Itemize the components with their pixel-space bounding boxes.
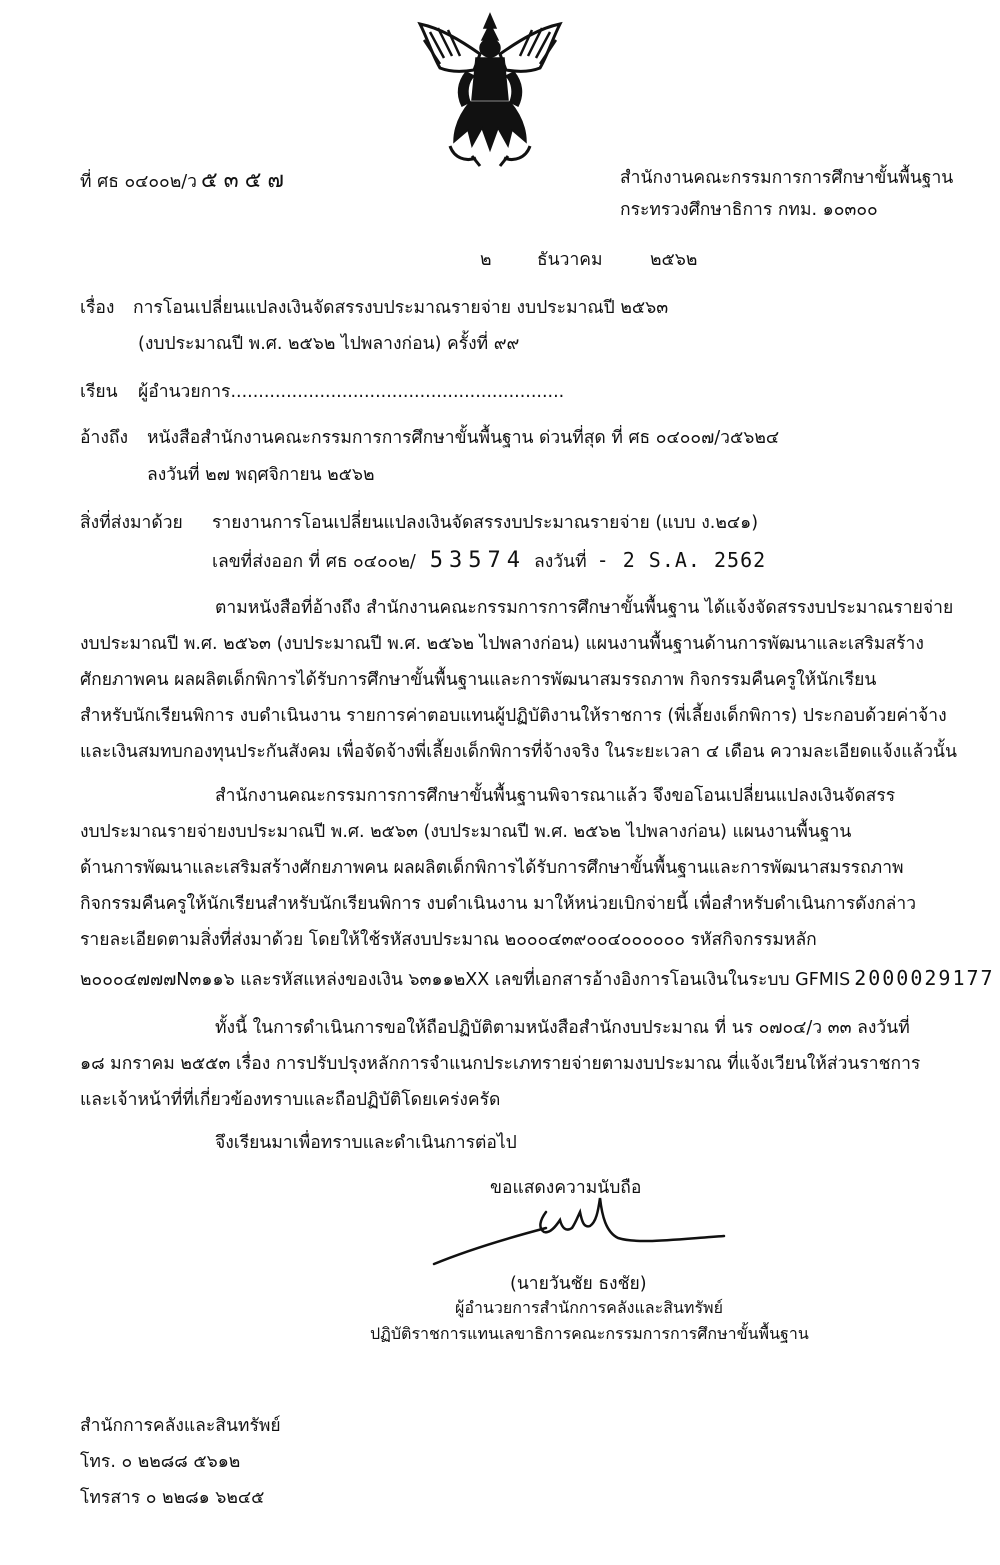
regards-line: ขอแสดงความนับถือ (490, 1178, 642, 1198)
reference-label: อ้างถึง (80, 428, 129, 448)
enclosure-line-2 (212, 550, 766, 572)
p2-line: ด้านการพัฒนาและเสริมสร้างศักยภาพคน ผลผลิตเด็กพิการได้รับการศึกษาขั้นพื้นฐานและการพัฒนาสมรรถภาพ (80, 858, 904, 878)
subject-label: เรื่อง (80, 298, 115, 318)
enclosure-label: สิ่งที่ส่งมาด้วย (80, 513, 183, 533)
footer-fax: โทรสาร ๐ ๒๒๘๑ ๖๒๔๕ (80, 1488, 265, 1508)
p2-line: กิจกรรมคืนครูให้นักเรียนสำหรับนักเรียนพิการ งบดำเนินงาน มาให้หน่วยเบิกจ่ายนี้ เพื่อสำหรับดำเนินการดังกล่าว (80, 894, 917, 914)
p2-line: รายละเอียดตามสิ่งที่ส่งมาด้วย โดยให้ใช้รหัสงบประมาณ ๒๐๐๐๔๓๙๐๐๔๐๐๐๐๐๐ รหัสกิจกรรมหลัก (80, 930, 817, 950)
reference-line-2: ลงวันที่ ๒๗ พฤศจิกายน ๒๕๖๒ (147, 465, 375, 485)
date-month: ธันวาคม (537, 250, 603, 270)
to-value: ผู้อำนวยการ............................................................ (138, 382, 565, 402)
p2-line: สำนักงานคณะกรรมการการศึกษาขั้นพื้นฐานพิจารณาแล้ว จึงขอโอนเปลี่ยนแปลงเงินจัดสรร (215, 786, 896, 806)
office-line-2: กระทรวงศึกษาธิการ กทม. ๑๐๓๐๐ (620, 200, 878, 220)
office-line-1: สำนักงานคณะกรรมการการศึกษาขั้นพื้นฐาน (620, 168, 954, 188)
p1-line: งบประมาณปี พ.ศ. ๒๕๖๓ (งบประมาณปี พ.ศ. ๒๕๖๒ ไปพลางก่อน) แผนงานพื้นฐานด้านการพัฒนาและเสริมสร้าง (80, 634, 924, 654)
p1-line: สำหรับนักเรียนพิการ งบดำเนินงาน รายการค่าตอบแทนผู้ปฏิบัติงานให้ราชการ (พี่เลี้ยงเด็กพิการ) ประกอบด้วยค่าจ้าง (80, 706, 947, 726)
p1-line: ตามหนังสือที่อ้างถึง สำนักงานคณะกรรมการการศึกษาขั้นพื้นฐาน ได้แจ้งจัดสรรงบประมาณรายจ่าย (215, 598, 954, 618)
date-day: ๒ (480, 250, 492, 270)
enclosure-line-1: รายงานการโอนเปลี่ยนแปลงเงินจัดสรรงบประมาณรายจ่าย (แบบ ง.๒๔๑) (212, 513, 759, 533)
signer-position-1: ผู้อำนวยการสำนักการคลังและสินทรัพย์ (455, 1298, 723, 1317)
signer-position-2: ปฏิบัติราชการแทนเลขาธิการคณะกรรมการการศึกษาขั้นพื้นฐาน (370, 1324, 809, 1343)
date-year: ๒๕๖๒ (650, 250, 698, 270)
doc-number-prefix: ที่ ศธ ๐๔๐๐๒/ว (80, 172, 197, 192)
p1-line: และเงินสมทบกองทุนประกันสังคม เพื่อจัดจ้างพี่เลี้ยงเด็กพิการที่จ้างจริง ในระยะเวลา ๔ เดือน ความละเอียดแจ้งแล้วนั้น (80, 742, 957, 762)
closing-line: จึงเรียนมาเพื่อทราบและดำเนินการต่อไป (215, 1133, 517, 1153)
p1-line: ศักยภาพคน ผลผลิตเด็กพิการได้รับการศึกษาขั้นพื้นฐานและการพัฒนาสมรรถภาพ กิจกรรมคืนครูให้นักเรียน (80, 670, 877, 690)
subject-line-2: (งบประมาณปี พ.ศ. ๒๕๖๒ ไปพลางก่อน) ครั้งที่ ๙๙ (138, 334, 520, 354)
gfmis-reference-handwritten: 2000029177 (854, 966, 995, 990)
footer-phone: โทร. ๐ ๒๒๘๘ ๕๖๑๒ (80, 1452, 241, 1472)
reference-line-1: หนังสือสำนักงานคณะกรรมการการศึกษาขั้นพื้นฐาน ด่วนที่สุด ที่ ศธ ๐๔๐๐๗/ว๕๖๒๔ (147, 428, 780, 448)
enclosure-date-label: ลงวันที่ (534, 552, 587, 572)
doc-number-handwritten: ๕๓๕๗ (201, 168, 290, 193)
handwritten-signature-icon (428, 1192, 728, 1272)
p2-line: งบประมาณรายจ่ายงบประมาณปี พ.ศ. ๒๕๖๓ (งบประมาณปี พ.ศ. ๒๕๖๒ ไปพลางก่อน) แผนงานพื้นฐาน (80, 822, 852, 842)
to-label: เรียน (80, 382, 118, 402)
doc-number (80, 170, 290, 192)
signer-name: (นายวันชัย ธงชัย) (510, 1274, 647, 1294)
p3-line: ๑๘ มกราคม ๒๕๕๓ เรื่อง การปรับปรุงหลักการจำแนกประเภทรายจ่ายตามงบประมาณ ที่แจ้งเวียนให้ส่วนราชการ (80, 1054, 921, 1074)
enclosure-prefix: เลขที่ส่งออก ที่ ศธ ๐๔๐๐๒/ (212, 552, 416, 572)
export-date-stamp: - 2 S.A. 2562 (596, 548, 767, 572)
p3-line: และเจ้าหน้าที่ที่เกี่ยวข้องทราบและถือปฏิบัติโดยเคร่งครัด (80, 1090, 501, 1110)
garuda-emblem-icon (410, 10, 570, 168)
subject-line-1: การโอนเปลี่ยนแปลงเงินจัดสรรงบประมาณรายจ่าย งบประมาณปี ๒๕๖๓ (133, 298, 669, 318)
p3-line: ทั้งนี้ ในการดำเนินการขอให้ถือปฏิบัติตามหนังสือสำนักงบประมาณ ที่ นร ๐๗๐๔/ว ๓๓ ลงวันที่ (215, 1018, 910, 1038)
export-number: 53574 (429, 548, 527, 573)
p2-last-prefix: ๒๐๐๐๔๗๗๗N๓๑๑๖ และรหัสแหล่งของเงิน ๖๓๑๑๒XX เลขที่เอกสารอ้างอิงการโอนเงินในระบบ GFMIS (80, 970, 851, 990)
p2-line-last (80, 968, 995, 990)
footer-dept: สำนักการคลังและสินทรัพย์ (80, 1416, 281, 1436)
